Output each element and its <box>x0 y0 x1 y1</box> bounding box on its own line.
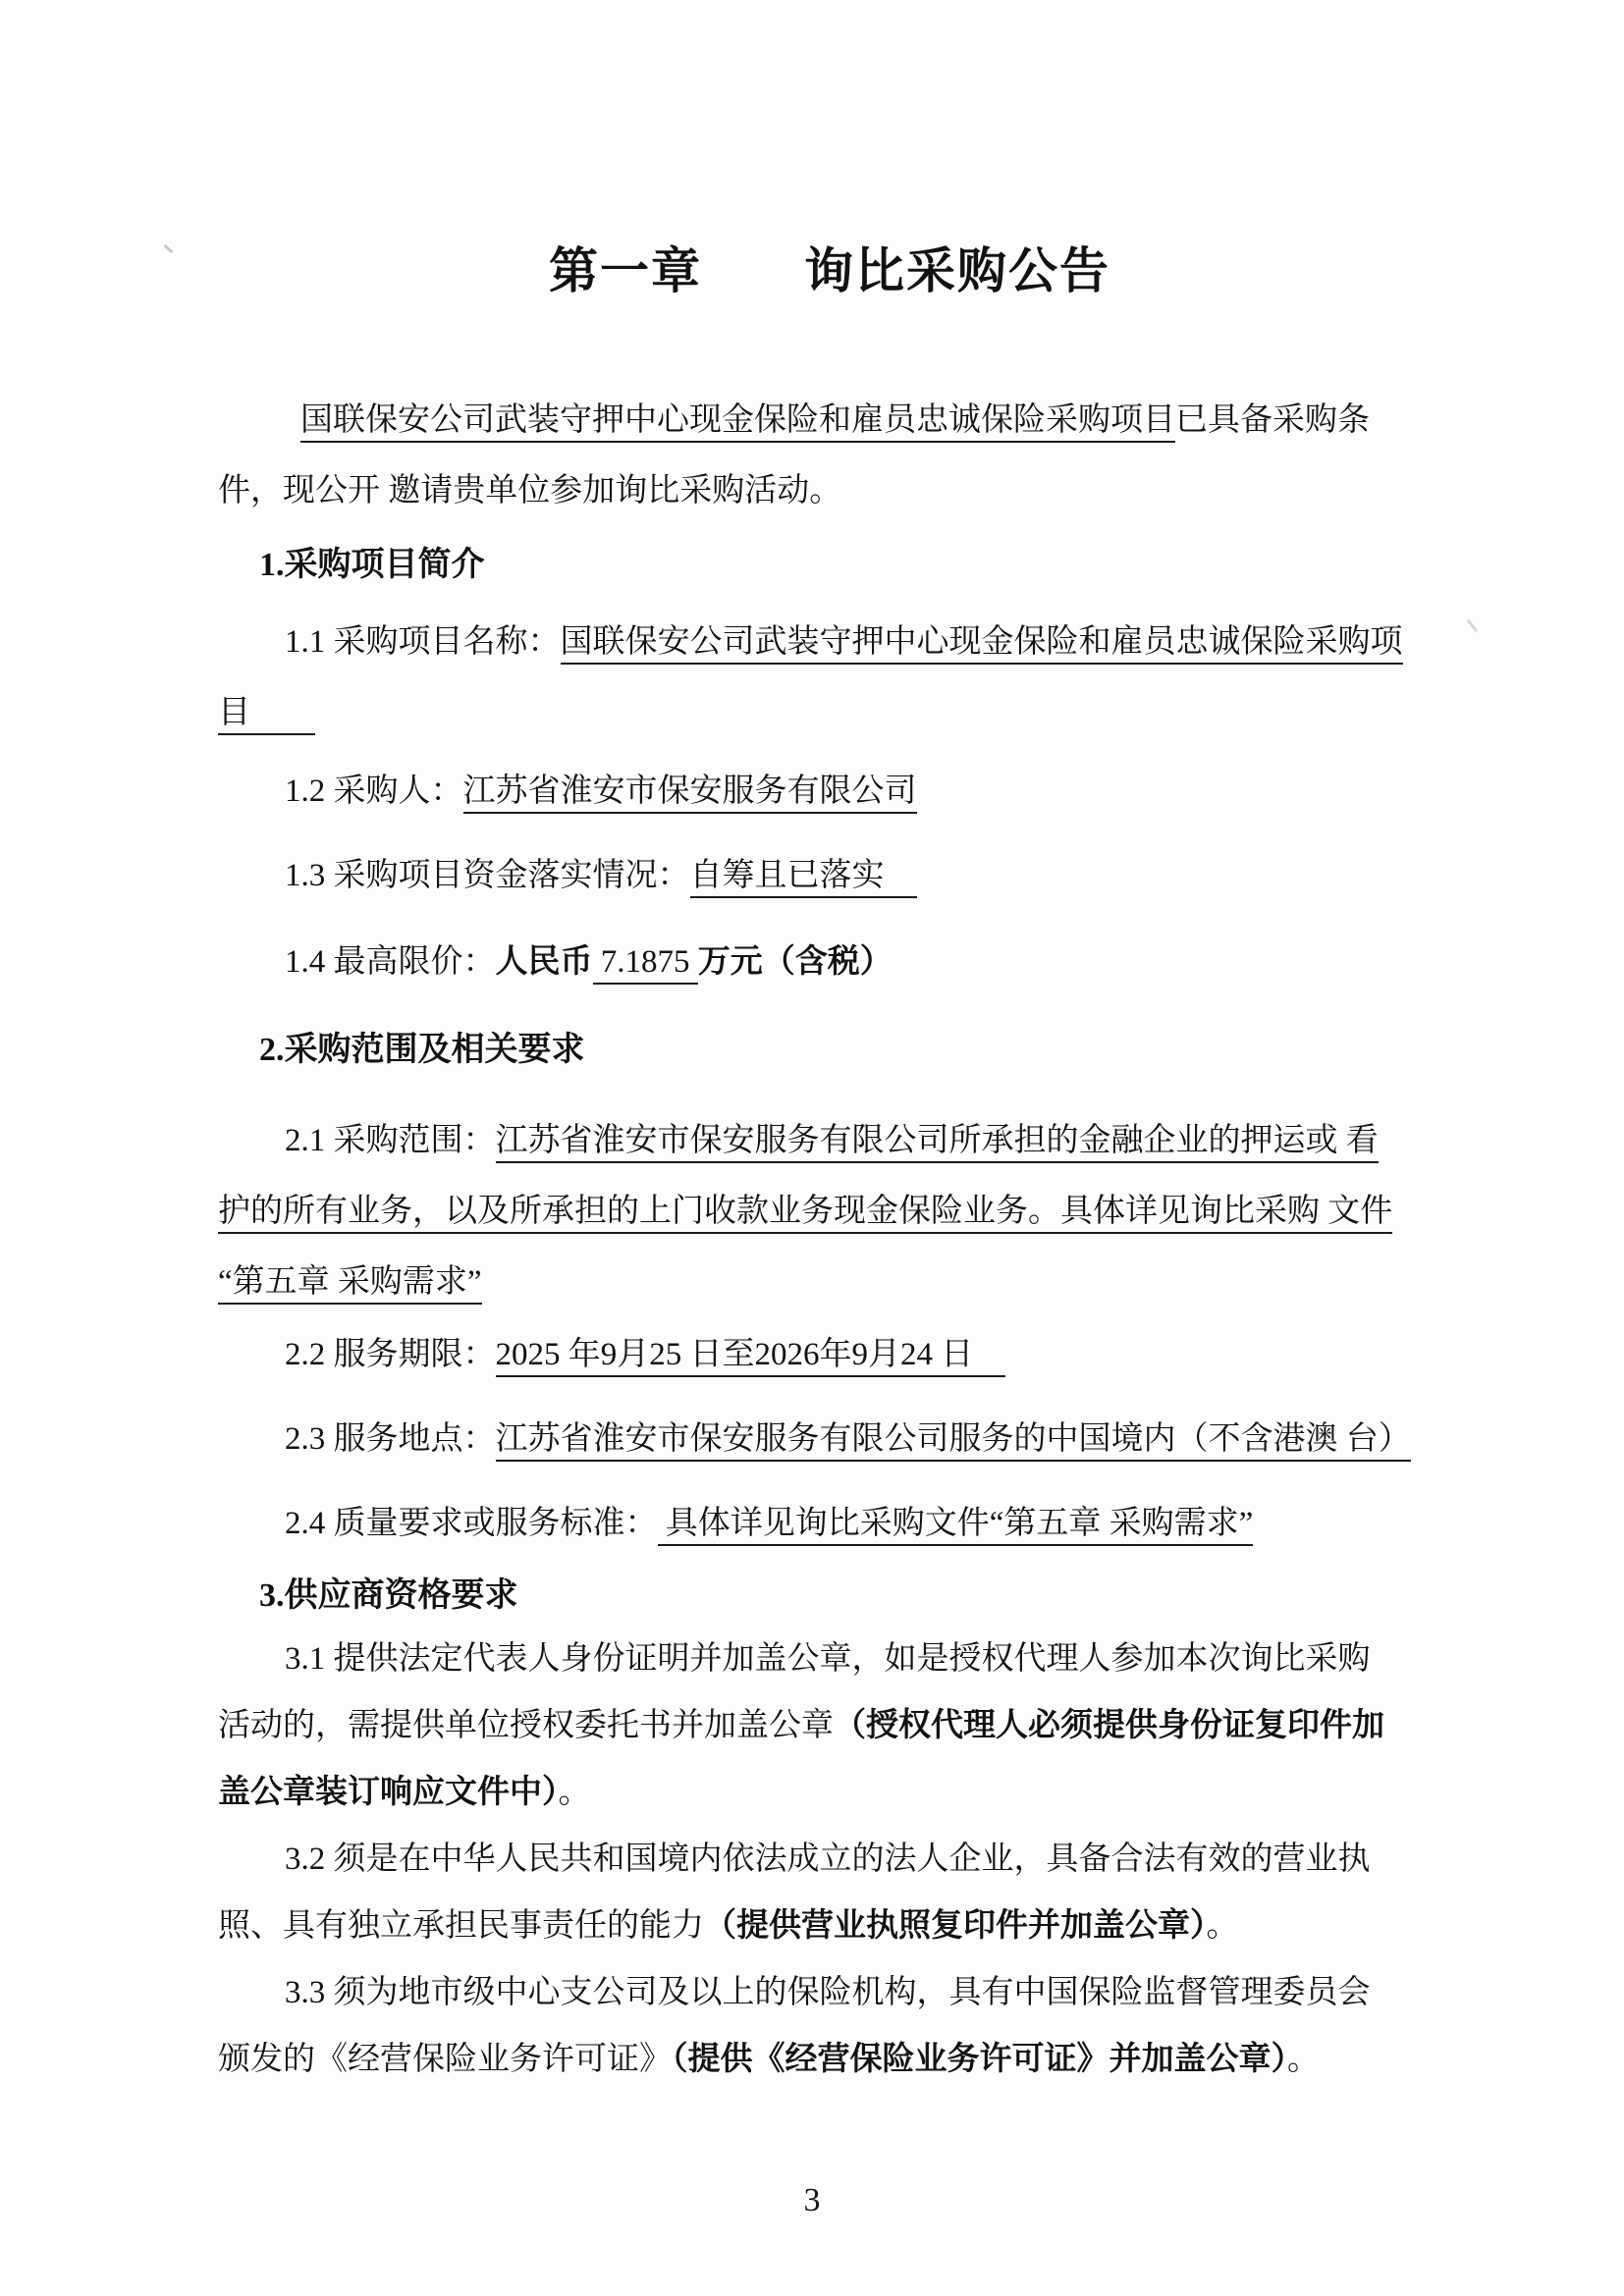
text-line <box>218 1319 1477 1390</box>
text-line <box>218 2026 1477 2093</box>
item-label: 2.3 服务地点： <box>285 1421 496 1457</box>
text-line: 3.2 须是在中华人民共和国境内依法成立的法人企业，具备合法有效的营业执 <box>285 1842 1371 1877</box>
text-line: 件，现公开 邀请贵单位参加询比采购活动。 <box>218 473 842 508</box>
page-number: 3 <box>803 2182 821 2218</box>
requirement-text: 。 <box>1206 1908 1239 1944</box>
funding-status-underlined: 自筹且已落实 <box>690 858 917 898</box>
text-line: 3.3 须为地市级中心支公司及以上的保险机构，具有中国保险监督管理委员会 <box>285 1975 1371 2010</box>
text-line <box>218 1692 1477 1759</box>
item-label: 1.4 最高限价： <box>285 944 496 980</box>
requirement-text: 颁发的《经营保险业务许可证》 <box>218 2042 672 2077</box>
intro-paragraph <box>218 385 1477 526</box>
item-3-2 <box>218 1826 1477 1959</box>
service-period-underlined: 2025 年9月25 日至2026年9月24 日 <box>496 1337 1006 1377</box>
item-3-1 <box>218 1626 1477 1826</box>
item-1-1 <box>218 607 1477 748</box>
item-label: 2.4 质量要求或服务标准： <box>285 1506 658 1541</box>
section2-heading: 2.采购范围及相关要求 <box>259 1032 585 1068</box>
project-name-underlined: 国联保安公司武装守押中心现金保险和雇员忠诚保险采购项目 <box>300 402 1175 443</box>
text-line <box>218 607 1477 677</box>
scan-artifact <box>163 244 173 254</box>
scope-underlined: “第五章 采购需求” <box>218 1264 482 1305</box>
scope-underlined: 江苏省淮安市保安服务有限公司所承担的金融企业的押运或 看 <box>496 1123 1379 1163</box>
requirement-bold-text: 盖公章装订响应文件中） <box>218 1775 559 1810</box>
item-label: 1.2 采购人： <box>285 774 463 809</box>
text-line <box>218 677 1477 748</box>
section3-heading: 3.供应商资格要求 <box>259 1577 518 1614</box>
price-amount-underlined: 7.1875 <box>593 944 698 985</box>
item-label: 1.3 采购项目资金落实情况： <box>285 858 690 893</box>
requirement-text: 活动的，需提供单位授权委托书并加盖公章 <box>218 1708 834 1743</box>
item-1-4 <box>218 927 1477 997</box>
text-line <box>218 1247 1477 1317</box>
item-label: 2.2 服务期限： <box>285 1337 496 1372</box>
requirement-bold-text: （授权代理人必须提供身份证复印件加 <box>834 1708 1384 1743</box>
requirement-bold-text: （提供营业执照复印件并加盖公章） <box>704 1908 1207 1944</box>
text-line <box>218 1404 1477 1474</box>
item-label: 1.1 采购项目名称： <box>285 624 561 660</box>
quality-standard-underlined: 具体详见询比采购文件“第五章 采购需求” <box>658 1506 1254 1546</box>
item-2-2 <box>218 1319 1477 1390</box>
section1-heading: 1.采购项目简介 <box>259 547 485 583</box>
chapter-title: 第一章 询比采购公告 <box>549 243 1110 298</box>
currency-label: 人民币 <box>495 944 593 980</box>
item-label: 2.1 采购范围： <box>285 1123 496 1158</box>
text-line <box>218 385 1477 455</box>
text-line <box>218 1105 1477 1176</box>
requirement-text: 。 <box>1287 2042 1320 2077</box>
item-3-3 <box>218 1959 1477 2093</box>
item-1-3 <box>218 840 1477 911</box>
item-1-2 <box>218 756 1477 827</box>
text-line <box>218 1893 1477 1959</box>
price-suffix: 万元（含税） <box>697 944 893 980</box>
text-line <box>218 1176 1477 1247</box>
item-2-3 <box>218 1404 1477 1474</box>
text-line <box>218 1488 1477 1559</box>
item-2-1 <box>218 1105 1477 1317</box>
text-line <box>218 1759 1477 1826</box>
intro-text: 已具备采购条 <box>1175 402 1370 438</box>
text-line <box>218 927 1477 997</box>
project-name-underlined: 国联保安公司武装守押中心现金保险和雇员忠诚保险采购项 <box>561 624 1403 665</box>
text-line: 3.1 提供法定代表人身份证明并加盖公章，如是授权代理人参加本次询比采购 <box>285 1641 1371 1677</box>
requirement-text: 照、具有独立承担民事责任的能力 <box>218 1908 704 1944</box>
purchaser-underlined: 江苏省淮安市保安服务有限公司 <box>463 774 917 814</box>
requirement-bold-text: （提供《经营保险业务许可证》并加盖公章） <box>672 2042 1287 2077</box>
project-name-underlined: 目 <box>218 695 315 735</box>
item-2-4 <box>218 1488 1477 1559</box>
scope-underlined: 护的所有业务，以及所承担的上门收款业务现金保险业务。具体详见询比采购 文件 <box>218 1194 1392 1234</box>
text-line <box>218 756 1477 827</box>
requirement-text: 。 <box>558 1775 591 1810</box>
service-location-underlined: 江苏省淮安市保安服务有限公司服务的中国境内（不含港澳 台） <box>496 1421 1411 1462</box>
text-line <box>218 840 1477 911</box>
